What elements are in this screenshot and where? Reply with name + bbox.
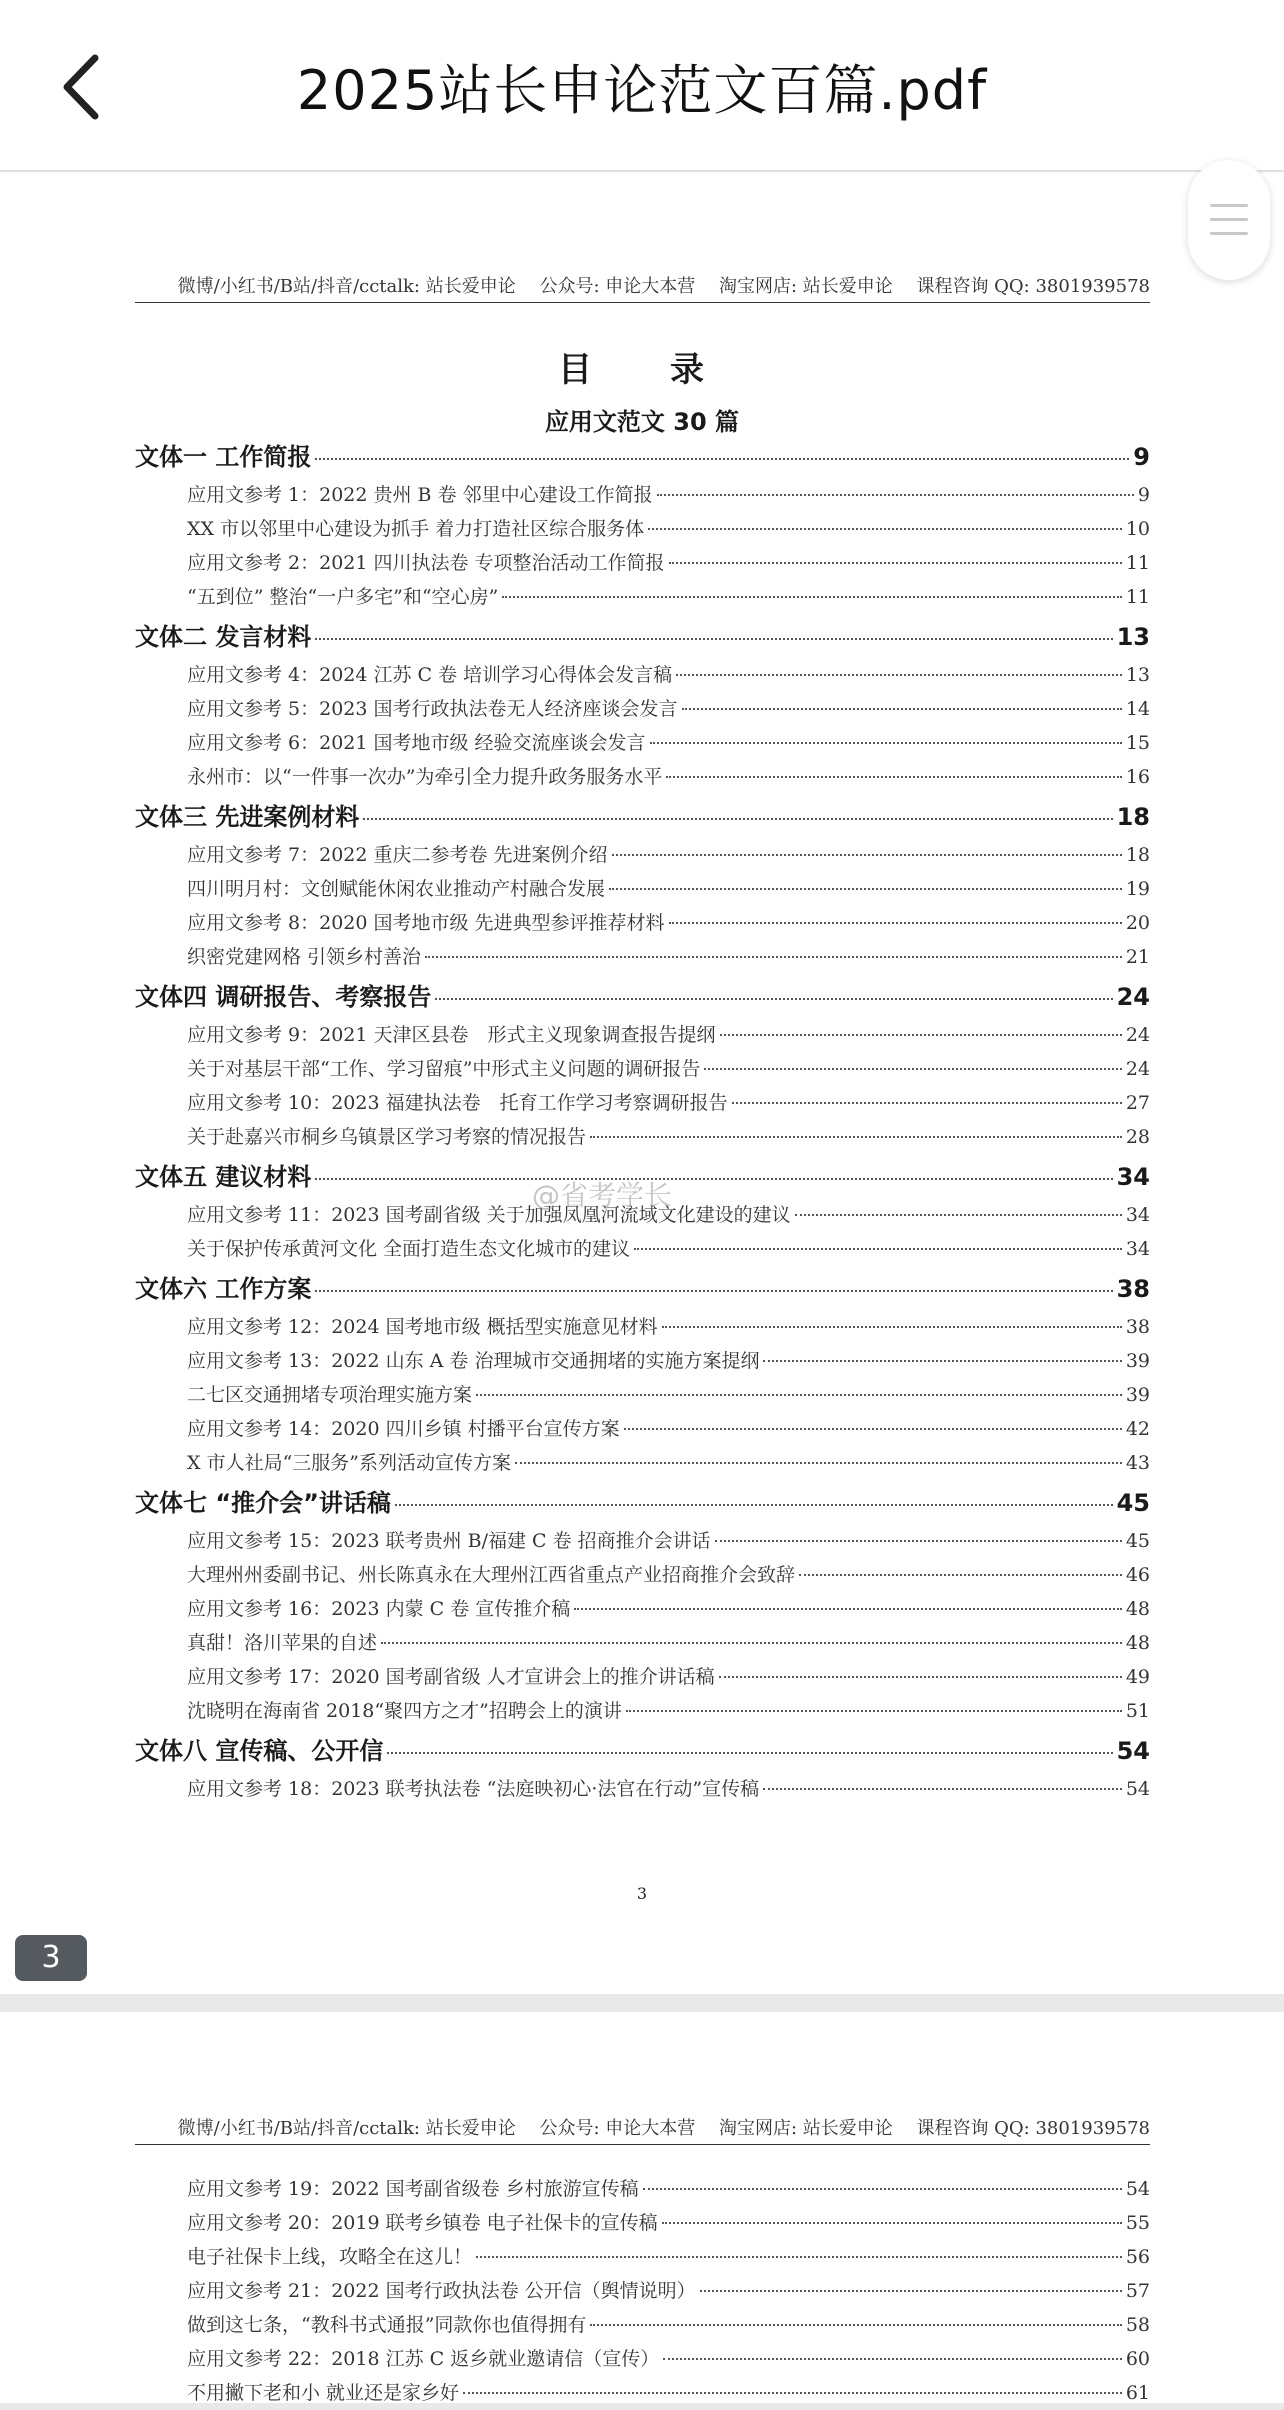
pdf-page	[0, 172, 1284, 1994]
toc-entry-page: 24	[1116, 983, 1150, 1011]
menu-lines-icon	[1210, 218, 1248, 221]
toc-entry-page: 18	[1116, 803, 1150, 831]
toc-dot-leader	[719, 1675, 1122, 1678]
toc-dot-leader	[502, 595, 1121, 598]
toc-item[interactable]	[135, 1446, 1150, 1480]
toc-item[interactable]	[135, 546, 1150, 580]
toc-dot-leader	[666, 775, 1121, 778]
toc-item[interactable]	[135, 1310, 1150, 1344]
toc-entry-page: 34	[1116, 1163, 1150, 1191]
toc-entry-page: 13	[1116, 623, 1150, 651]
toc-entry-page: 34	[1125, 1204, 1150, 1226]
toc-entry-title: 二七区交通拥堵专项治理实施方案	[187, 1384, 473, 1406]
toc-item[interactable]	[135, 726, 1150, 760]
toc-item[interactable]	[135, 1626, 1150, 1660]
toc-entry-title: 大理州州委副书记、州长陈真永在大理州江西省重点产业招商推介会致辞	[187, 1564, 796, 1586]
toc-entry-page: 56	[1125, 2246, 1150, 2268]
toc-section[interactable]	[135, 1482, 1150, 1524]
menu-button[interactable]	[1188, 160, 1270, 280]
toc-dot-leader	[795, 1213, 1122, 1216]
toc-entry-page: 49	[1125, 1666, 1150, 1688]
toc-entry-title: 应用文参考 14：2020 四川乡镇 村播平台宣传方案	[187, 1418, 620, 1440]
toc-dot-leader	[663, 2357, 1122, 2360]
toc-entry-title: 应用文参考 22：2018 江苏 C 返乡就业邀请信（宣传）	[187, 2348, 660, 2370]
toc-dot-leader	[624, 1427, 1122, 1430]
toc-item[interactable]	[135, 2172, 1150, 2206]
page-indicator[interactable]: 3	[15, 1935, 87, 1981]
toc-entry-title: 沈晓明在海南省 2018“聚四方之才”招聘会上的演讲	[187, 1700, 622, 1722]
toc-entry-title: 永州市：以“一件事一次办”为牵引全力提升政务服务水平	[187, 766, 663, 788]
toc-dot-leader	[476, 1393, 1122, 1396]
toc-entry-page: 15	[1125, 732, 1150, 754]
toc-dot-leader	[463, 2391, 1122, 2394]
menu-lines-icon	[1210, 232, 1248, 235]
watermark: @省考学长	[532, 1179, 673, 1212]
toc-item[interactable]	[135, 1772, 1150, 1806]
toc-entry-title: X 市人社局“三服务”系列活动宣传方案	[187, 1452, 511, 1474]
toc-item[interactable]	[135, 872, 1150, 906]
toc-dot-leader	[669, 561, 1122, 564]
toc-entry-page: 9	[1133, 443, 1150, 471]
toc-item[interactable]	[135, 1694, 1150, 1728]
toc-entry-page: 51	[1125, 1700, 1150, 1722]
toc-entry-title: 织密党建网格 引领乡村善治	[187, 946, 422, 968]
toc-dot-leader	[515, 1461, 1122, 1464]
toc-item[interactable]	[135, 1592, 1150, 1626]
toc-dot-leader	[704, 1067, 1121, 1070]
page-header: 微博/小红书/B站/抖音/cctalk: 站长爱申论 公众号: 申论大本营 淘宝网店: 站长爱申论 课程咨询 QQ: 3801939578	[135, 272, 1150, 303]
toc-entry-title: 真甜！洛川苹果的自述	[187, 1632, 378, 1654]
toc-entry-title: 应用文参考 12：2024 国考地市级 概括型实施意见材料	[187, 1316, 658, 1338]
toc-item[interactable]	[135, 1558, 1150, 1592]
menu-lines-icon	[1210, 204, 1248, 207]
toc-entry-title: 应用文参考 4：2024 江苏 C 卷 培训学习心得体会发言稿	[187, 664, 673, 686]
toc-dot-leader	[363, 817, 1112, 820]
toc-title: 目 录	[558, 350, 726, 390]
toc-dot-leader	[612, 853, 1122, 856]
toc-dot-leader	[732, 1101, 1122, 1104]
pdf-page-next	[0, 2012, 1284, 2403]
toc-entry-title: 应用文参考 8：2020 国考地市级 先进典型参评推荐材料	[187, 912, 665, 934]
toc-entry-page: 60	[1125, 2348, 1150, 2370]
toc-item[interactable]	[135, 1344, 1150, 1378]
toc-dot-leader	[315, 457, 1129, 460]
toc-item[interactable]	[135, 1378, 1150, 1412]
toc-section[interactable]	[135, 1268, 1150, 1310]
toc-entry-page: 42	[1125, 1418, 1150, 1440]
toc-entry-page: 55	[1125, 2212, 1150, 2234]
toc-entry-page: 38	[1125, 1316, 1150, 1338]
toc-item[interactable]	[135, 2206, 1150, 2240]
toc-entry-title: 不用撇下老和小 就业还是家乡好	[187, 2382, 460, 2404]
toc-subtitle: 应用文范文 30 篇	[544, 408, 740, 436]
toc-entry-page: 45	[1116, 1489, 1150, 1517]
toc-dot-leader	[315, 637, 1112, 640]
toc-entry-title: 应用文参考 20：2019 联考乡镇卷 电子社保卡的宣传稿	[187, 2212, 658, 2234]
top-bar	[0, 0, 1284, 170]
toc-item[interactable]	[135, 760, 1150, 794]
toc-item[interactable]	[135, 1052, 1150, 1086]
toc-entry-page: 28	[1125, 1126, 1150, 1148]
toc-section[interactable]	[135, 976, 1150, 1018]
toc-dot-leader	[634, 1247, 1122, 1250]
toc-dot-leader	[626, 1709, 1122, 1712]
toc-item[interactable]	[135, 1086, 1150, 1120]
toc-entry-title: 应用文参考 5：2023 国考行政执法卷无人经济座谈会发言	[187, 698, 678, 720]
toc-item[interactable]	[135, 2308, 1150, 2342]
toc-entry-page: 39	[1125, 1384, 1150, 1406]
toc-entry-page: 34	[1125, 1238, 1150, 1260]
toc-entry-page: 14	[1125, 698, 1150, 720]
toc-section[interactable]	[135, 616, 1150, 658]
toc-item[interactable]	[135, 1232, 1150, 1266]
toc-entry-page: 58	[1125, 2314, 1150, 2336]
toc-dot-leader	[648, 527, 1122, 530]
toc-item[interactable]	[135, 1412, 1150, 1446]
toc-entry-page: 38	[1116, 1275, 1150, 1303]
toc-entry-title: 关于保护传承黄河文化 全面打造生态文化城市的建议	[187, 1238, 631, 1260]
toc-dot-leader	[662, 2221, 1122, 2224]
toc-entry-title: 应用文参考 6：2021 国考地市级 经验交流座谈会发言	[187, 732, 646, 754]
page-number: 3	[636, 1884, 648, 1903]
toc-entry-title: 文体四 调研报告、考察报告	[135, 983, 432, 1011]
toc-dot-leader	[395, 1503, 1113, 1506]
toc-entry-page: 54	[1125, 1778, 1150, 1800]
toc-entry-title: 应用文参考 7：2022 重庆二参考卷 先进案例介绍	[187, 844, 608, 866]
toc-entry-title: 文体一 工作简报	[135, 443, 312, 471]
toc-entry-title: 应用文参考 2：2021 四川执法卷 专项整治活动工作简报	[187, 552, 665, 574]
toc-entry-title: 应用文参考 19：2022 国考副省级卷 乡村旅游宣传稿	[187, 2178, 639, 2200]
toc-dot-leader	[682, 707, 1122, 710]
toc-dot-leader	[590, 2323, 1121, 2326]
toc-entry-page: 57	[1125, 2280, 1150, 2302]
toc-entry-title: 应用文参考 16：2023 内蒙 C 卷 宣传推介稿	[187, 1598, 571, 1620]
toc-entry-page: 54	[1125, 2178, 1150, 2200]
toc-item[interactable]	[135, 658, 1150, 692]
toc-entry-page: 48	[1125, 1598, 1150, 1620]
toc-dot-leader	[650, 741, 1122, 744]
toc-item[interactable]	[135, 838, 1150, 872]
toc-entry-page: 45	[1125, 1530, 1150, 1552]
toc-entry-page: 48	[1125, 1632, 1150, 1654]
toc-dot-leader	[720, 1033, 1122, 1036]
toc-dot-leader	[799, 1573, 1122, 1576]
toc-entry-page: 20	[1125, 912, 1150, 934]
toc-item[interactable]	[135, 906, 1150, 940]
toc-item[interactable]	[135, 580, 1150, 614]
toc-item[interactable]	[135, 478, 1150, 512]
toc-entry-page: 10	[1125, 518, 1150, 540]
toc-entry-title: 应用文参考 1：2022 贵州 B 卷 邻里中心建设工作简报	[187, 484, 653, 506]
toc-item[interactable]	[135, 1524, 1150, 1558]
toc-entry-title: 关于对基层干部“工作、学习留痕”中形式主义问题的调研报告	[187, 1058, 701, 1080]
toc-dot-leader	[763, 1359, 1121, 1362]
toc-item[interactable]	[135, 940, 1150, 974]
toc-entry-title: 应用文参考 18：2023 联考执法卷 “法庭映初心·法官在行动”宣传稿	[187, 1778, 760, 1800]
toc-entry-title: XX 市以邻里中心建设为抓手 着力打造社区综合服务体	[187, 518, 645, 540]
toc-entry-page: 21	[1125, 946, 1150, 968]
toc-entry-title: 应用文参考 9：2021 天津区县卷 形式主义现象调查报告提纲	[187, 1024, 716, 1046]
toc-entry-title: 文体五 建议材料	[135, 1163, 312, 1191]
toc-section[interactable]	[135, 436, 1150, 478]
toc-entry-title: 文体八 宣传稿、公开信	[135, 1737, 384, 1765]
toc-item[interactable]	[135, 1120, 1150, 1154]
toc-entry-title: 四川明月村：文创赋能休闲农业推动产村融合发展	[187, 878, 606, 900]
toc-dot-leader	[425, 955, 1122, 958]
toc-entry-page: 16	[1125, 766, 1150, 788]
toc-entry-page: 24	[1125, 1058, 1150, 1080]
toc-dot-leader	[676, 673, 1122, 676]
toc-dot-leader	[315, 1289, 1112, 1292]
toc-dot-leader	[435, 997, 1112, 1000]
toc-item[interactable]	[135, 1018, 1150, 1052]
toc-dot-leader	[715, 1539, 1122, 1542]
toc-entry-title: 应用文参考 13：2022 山东 A 卷 治理城市交通拥堵的实施方案提纲	[187, 1350, 760, 1372]
toc-dot-leader	[643, 2187, 1122, 2190]
page-header: 微博/小红书/B站/抖音/cctalk: 站长爱申论 公众号: 申论大本营 淘宝网店: 站长爱申论 课程咨询 QQ: 3801939578	[135, 2114, 1150, 2145]
toc-entry-page: 39	[1125, 1350, 1150, 1372]
toc-dot-leader	[657, 493, 1134, 496]
toc-entry-page: 9	[1137, 484, 1150, 506]
toc-entry-title: 文体三 先进案例材料	[135, 803, 360, 831]
toc-dot-leader	[476, 2255, 1122, 2258]
toc-entry-title: 应用文参考 17：2020 国考副省级 人才宣讲会上的推介讲话稿	[187, 1666, 715, 1688]
toc-entry-page: 24	[1125, 1024, 1150, 1046]
toc-entry-page: 27	[1125, 1092, 1150, 1114]
toc-dot-leader	[315, 1177, 1112, 1180]
toc-dot-leader	[669, 921, 1122, 924]
toc-item[interactable]	[135, 2240, 1150, 2274]
toc-dot-leader	[381, 1641, 1122, 1644]
toc-dot-leader	[700, 2289, 1122, 2292]
toc-item[interactable]	[135, 2342, 1150, 2376]
toc-list	[135, 2172, 1150, 2410]
toc-dot-leader	[574, 1607, 1122, 1610]
toc-entry-title: 文体六 工作方案	[135, 1275, 312, 1303]
toc-entry-title: 做到这七条，“教科书式通报”同款你也值得拥有	[187, 2314, 587, 2336]
toc-list	[135, 434, 1150, 1806]
toc-entry-title: 文体七 “推介会”讲话稿	[135, 1489, 391, 1517]
toc-dot-leader	[662, 1325, 1122, 1328]
toc-section[interactable]	[135, 1730, 1150, 1772]
toc-entry-page: 46	[1125, 1564, 1150, 1586]
toc-dot-leader	[387, 1751, 1112, 1754]
toc-item[interactable]	[135, 692, 1150, 726]
toc-dot-leader	[590, 1135, 1122, 1138]
toc-dot-leader	[763, 1787, 1122, 1790]
toc-dot-leader	[609, 887, 1122, 890]
toc-entry-title: 电子社保卡上线，攻略全在这儿！	[187, 2246, 473, 2268]
toc-entry-page: 13	[1125, 664, 1150, 686]
toc-entry-title: “五到位” 整治“一户多宅”和“空心房”	[187, 586, 499, 608]
toc-section[interactable]	[135, 796, 1150, 838]
toc-entry-title: 应用文参考 11：2023 国考副省级 关于加强凤凰河流域文化建设的建议	[187, 1204, 791, 1226]
toc-entry-title: 应用文参考 10：2023 福建执法卷 托育工作学习考察调研报告	[187, 1092, 728, 1114]
toc-entry-title: 文体二 发言材料	[135, 623, 312, 651]
toc-entry-page: 43	[1125, 1452, 1150, 1474]
toc-item[interactable]	[135, 2274, 1150, 2308]
toc-entry-page: 54	[1116, 1737, 1150, 1765]
toc-item[interactable]	[135, 2376, 1150, 2410]
toc-entry-page: 19	[1125, 878, 1150, 900]
document-title: 2025站长申论范文百篇.pdf	[296, 59, 988, 122]
toc-entry-page: 61	[1125, 2382, 1150, 2404]
toc-entry-page: 18	[1125, 844, 1150, 866]
toc-entry-page: 11	[1125, 586, 1150, 608]
toc-entry-title: 应用文参考 21：2022 国考行政执法卷 公开信（舆情说明）	[187, 2280, 696, 2302]
toc-item[interactable]	[135, 1660, 1150, 1694]
toc-entry-title: 应用文参考 15：2023 联考贵州 B/福建 C 卷 招商推介会讲话	[187, 1530, 711, 1552]
toc-item[interactable]	[135, 512, 1150, 546]
toc-entry-page: 11	[1125, 552, 1150, 574]
toc-entry-title: 关于赴嘉兴市桐乡乌镇景区学习考察的情况报告	[187, 1126, 587, 1148]
